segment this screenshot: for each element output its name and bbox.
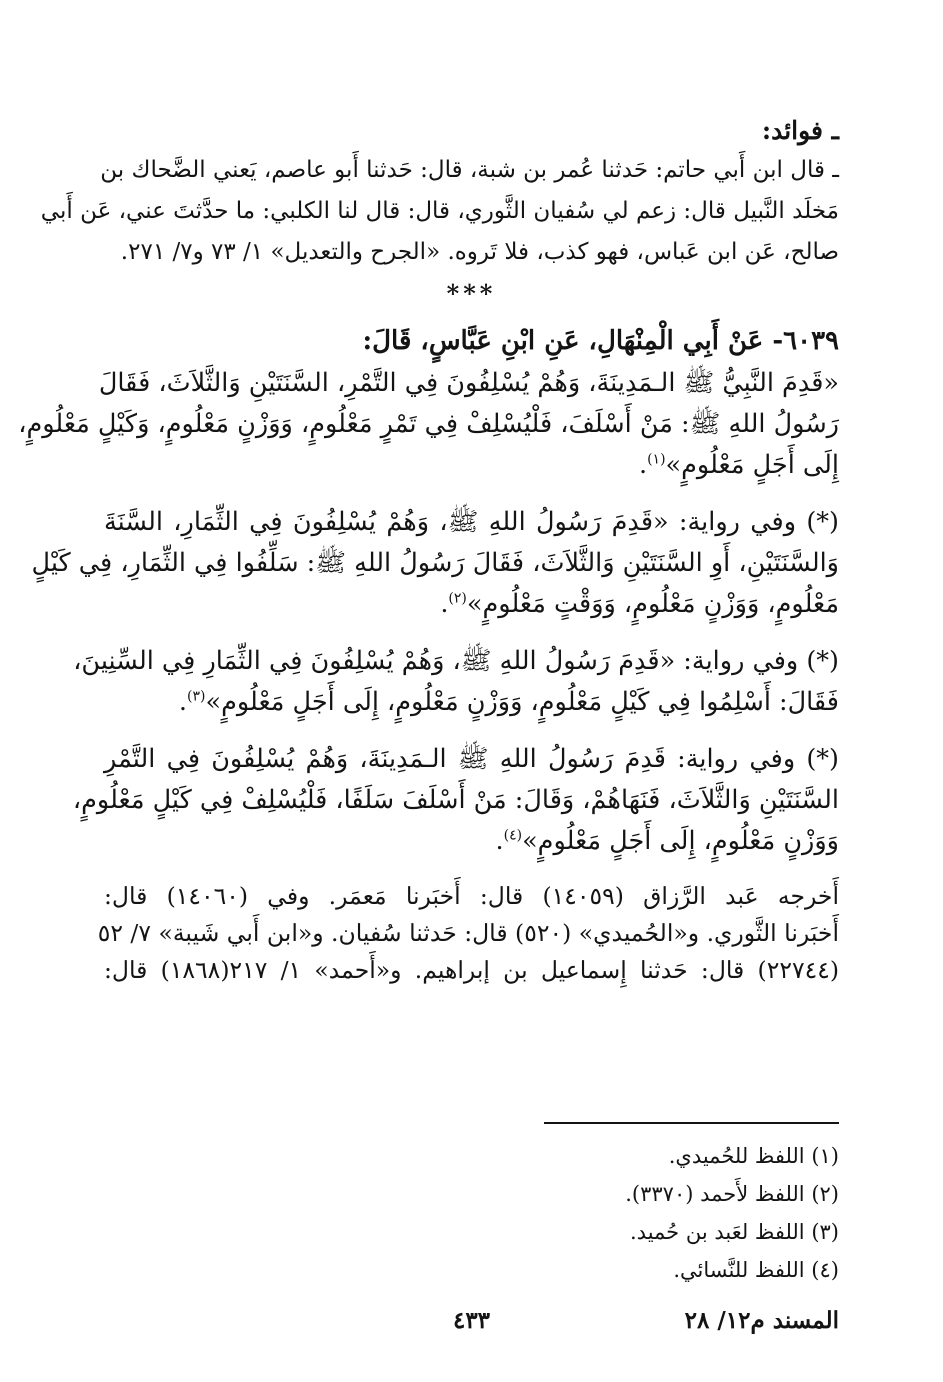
takhrij-line: (٢٢٧٤٤) قال: حَدثنا إِسماعيل بن إبراهيم. و«أَحمد» ١/ ٢١٧(١٨٦٨) قال: [104,956,840,984]
page-number: ٤٣٣ [452,1307,491,1334]
hadith-section [18,319,840,989]
footnote-item: (٢) اللفظ لأَحمد (٣٣٧٠). [625,1182,839,1206]
footnote-marker[interactable]: (٣) [187,688,206,705]
riwaya-3 [72,739,839,862]
fawaid-section [40,112,839,273]
riwaya-2 [73,641,839,723]
riwaya-line-text: مَعْلُومٍ، وَوَزْنٍ مَعْلُومٍ، وَوَقْتٍ مَعْلُومٍ» [466,589,839,619]
takhrij-line: أَخرجه عَبد الرَّزاق (١٤٠٥٩) قال: أَخبَرنا مَعمَر. وفي (١٤٠٦٠) قال: [104,882,839,910]
takhrij-line: أَخبَرنا الثَّوري. و«الحُميدي» (٥٢٠) قال: حَدثنا سُفيان. و«ابن أَبي شَيبة» ٧/ ٥٢ [97,919,839,947]
hadith-line: إِلَى أَجَلٍ مَعْلُومٍ»$^{(١)}$. [638,450,839,480]
volume-signature: المسند م١٢/ ٢٨ [684,1307,839,1334]
hadith-heading: ٦٠٣٩- عَنْ أَبِي الْمِنْهَالِ، عَنِ ابْنِ عَبَّاسٍ، قَالَ: [362,326,839,356]
fawaid-line: مَخلَد النَّبيل قال: زعم لي سُفيان الثَّوري، قال: قال لنا الكلبي: ما حدَّثتَ عني، عَن أَبي [40,198,839,224]
fawaid-line: صالح، عَن ابن عَباس، فهو كذب، فلا تَروه. «الجرح والتعديل» ١/ ٧٣ و٧/ ٢٧١. [120,239,839,265]
riwaya-1 [31,502,839,625]
hadith-line: رَسُولُ اللهِ ﷺ: مَنْ أَسْلَفَ، فَلْيُسْلِفْ فِي تَمْرٍ مَعْلُومٍ، وَوَزْنٍ مَعْلُومٍ، وَكَيْلٍ مَعْلُومٍ، [18,409,839,439]
riwaya-line-text: وَوَزْنٍ مَعْلُومٍ، إِلَى أَجَلٍ مَعْلُومٍ» [522,826,839,856]
hadith-main-text [18,363,839,486]
riwaya-line: مَعْلُومٍ، وَوَزْنٍ مَعْلُومٍ، وَوَقْتٍ مَعْلُومٍ»$^{(٢)}$. [440,589,839,619]
riwaya-line: (*) وفي رواية: «قَدِمَ رَسُولُ اللهِ ﷺ، وَهُمْ يُسْلِفُونَ فِي الثِّمَارِ فِي السِّنِينَ، [73,646,839,676]
footnote-marker[interactable]: (٤) [503,827,523,844]
page-footer [104,1307,839,1347]
fawaid-line: ـ قال ابن أَبي حاتم: حَدثنا عُمر بن شبة، قال: حَدثنا أَبو عاصم، يَعني الضَّحاك بن [100,157,839,183]
riwaya-line: السَّنَتَيْنِ وَالثَّلاَثَ، فَنَهَاهُمْ، وَقَالَ: مَنْ أَسْلَفَ سَلَفًا، فَلْيُسْلِفْ فِي كَيْلٍ مَعْلُومٍ، [72,785,839,815]
riwaya-line-text: فَقَالَ: أَسْلِمُوا فِي كَيْلٍ مَعْلُومٍ، وَوَزْنٍ مَعْلُومٍ، إِلَى أَجَلٍ مَعْلُومٍ» [205,687,839,717]
footnote-item: (٤) اللفظ للنَّسائي. [673,1258,839,1282]
footnote-item: (٣) اللفظ لعَبد بن حُميد. [630,1220,839,1244]
hadith-line: «قَدِمَ النَّبِيُّ ﷺ الـمَدِينَةَ، وَهُمْ يُسْلِفُونَ فِي التَّمْرِ، السَّنَتَيْنِ وَالثَّلاَثَ، فَقَالَ [98,368,839,398]
riwaya-line: وَالسَّنَتَيْنِ، أَوِ السَّنَتَيْنِ وَالثَّلاَثَ، فَقَالَ رَسُولُ اللهِ ﷺ: سَلِّفُوا فِي الثِّمَارِ، فِي كَيْلٍ [31,548,839,578]
footnote-marker[interactable]: (٢) [448,590,467,607]
takhrij-section [97,878,840,989]
fawaid-heading: ـ فوائد: [761,116,839,145]
riwaya-line: (*) وفي رواية: «قَدِمَ رَسُولُ اللهِ ﷺ، وَهُمْ يُسْلِفُونَ فِي الثِّمَارِ، السَّنَةَ [104,507,839,537]
footnote-divider [544,1122,839,1124]
footnote-item: (١) اللفظ للحُميدي. [668,1144,839,1168]
section-separator: *** [446,279,497,308]
riwaya-line: فَقَالَ: أَسْلِمُوا فِي كَيْلٍ مَعْلُومٍ، وَوَزْنٍ مَعْلُومٍ، إِلَى أَجَلٍ مَعْلُومٍ»$^{(٣)}$. [178,687,839,717]
riwaya-line: وَوَزْنٍ مَعْلُومٍ، إِلَى أَجَلٍ مَعْلُومٍ»$^{(٤)}$. [495,826,839,856]
footnotes-list [104,1137,839,1289]
hadith-line-text: إِلَى أَجَلٍ مَعْلُومٍ» [665,450,839,480]
riwaya-line: (*) وفي رواية: قَدِمَ رَسُولُ اللهِ ﷺ الـمَدِينَةَ، وَهُمْ يُسْلِفُونَ فِي التَّمْرِ [104,744,839,774]
footnote-marker[interactable]: (١) [647,451,666,468]
